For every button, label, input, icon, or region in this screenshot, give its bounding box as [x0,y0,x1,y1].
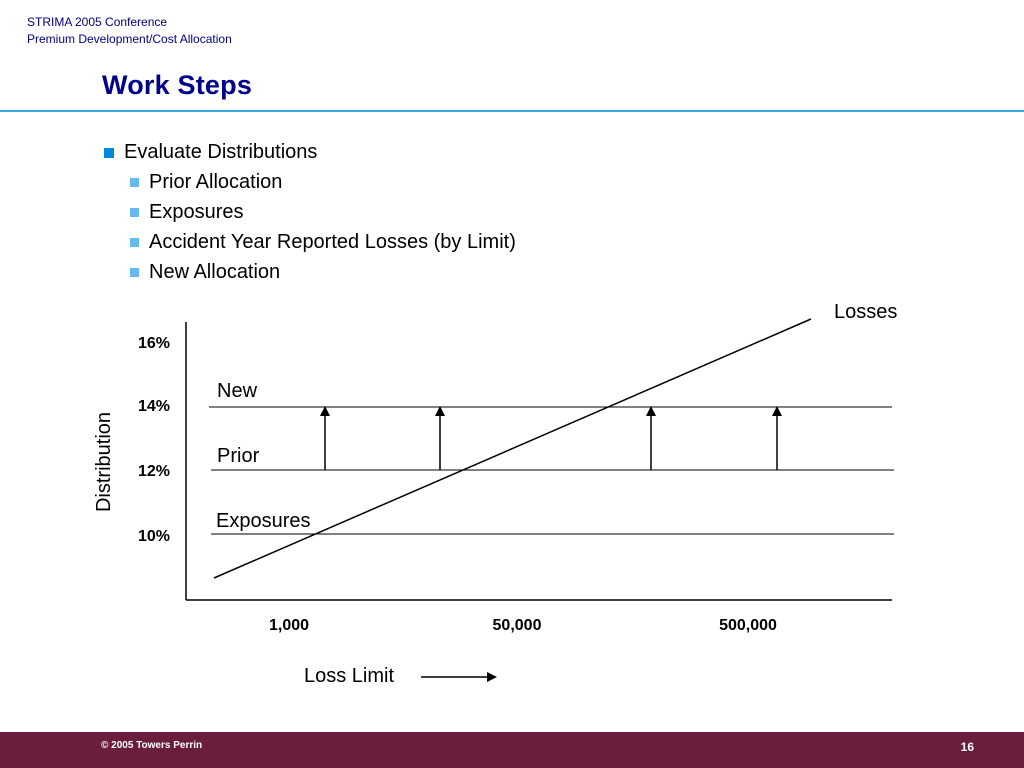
copyright-text: © 2005 Towers Perrin [101,740,203,751]
slide-title: Work Steps [102,70,253,100]
x-tick-1000: 1,000 [268,617,310,634]
exposures-label: Exposures [216,510,311,532]
y-tick-10: 10% [137,528,170,545]
x-tick-50000: 50,000 [492,617,542,634]
x-tick-500000: 500,000 [719,617,777,634]
x-axis-title: Loss Limit [304,665,395,687]
sub-bullet-text: Prior Allocation [149,171,283,193]
y-tick-12: 12% [137,463,170,480]
losses-label: Losses [834,301,898,323]
page-number: 16 [960,740,974,754]
footer-bar [0,732,1024,768]
y-axis-title: Distribution [93,411,115,513]
new-label: New [217,380,258,402]
presentation-subtitle: Premium Development/Cost Allocation [27,32,232,46]
bullet-text: Evaluate Distributions [124,141,318,163]
sub-bullet-text: New Allocation [149,261,281,283]
sub-bullet-text: Exposures [149,201,244,223]
y-tick-14: 14% [137,398,170,415]
prior-label: Prior [217,445,260,467]
y-tick-16: 16% [137,335,170,352]
losses-line [214,319,811,578]
sub-bullet-text: Accident Year Reported Losses (by Limit) [149,231,516,253]
conference-name: STRIMA 2005 Conference [27,15,168,29]
